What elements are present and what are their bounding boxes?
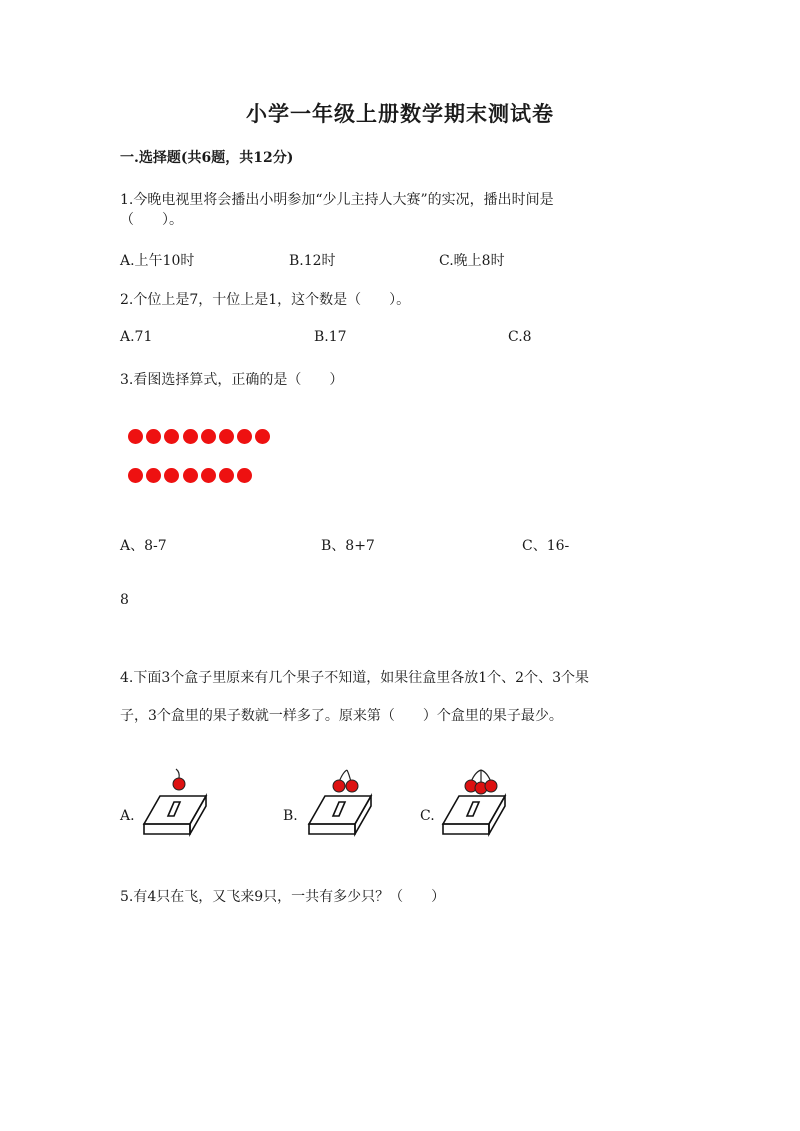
question-2-option-c[interactable]: C.8 — [508, 329, 532, 345]
question-2-option-b[interactable]: B.17 — [314, 329, 347, 345]
question-5-text: 5.有4只在飞，又飞来9只，一共有多少只？（ ） — [120, 889, 446, 905]
question-1-text-cont: （ ）。 — [120, 212, 183, 228]
red-dot — [164, 468, 179, 483]
red-dot — [183, 468, 198, 483]
box-with-three-fruits-icon — [439, 766, 509, 838]
question-4-text-cont: 子，3个盒里的果子数就一样多了。原来第（ ）个盒里的果子最少。 — [120, 708, 563, 724]
box-with-fruits-icon — [305, 766, 375, 838]
question-3-option-c[interactable]: C、16- — [522, 538, 570, 554]
red-dot — [146, 468, 161, 483]
question-4-option-b[interactable]: B. — [283, 808, 298, 824]
red-dot — [128, 468, 143, 483]
section-heading: 一.选择题(共6题，共12分) — [120, 150, 294, 166]
question-3-option-c-wrap: 8 — [120, 592, 129, 608]
red-dot — [201, 468, 216, 483]
red-dot — [255, 429, 270, 444]
question-3-option-a[interactable]: A、8-7 — [120, 538, 167, 554]
red-dot — [201, 429, 216, 444]
question-2-text: 2.个位上是7，十位上是1，这个数是（ ）。 — [120, 292, 411, 308]
red-dot — [164, 429, 179, 444]
box-with-fruit-icon — [140, 766, 210, 838]
dots-row-1 — [128, 429, 274, 448]
question-2-option-a[interactable]: A.71 — [120, 329, 153, 345]
question-4-option-c[interactable]: C. — [420, 808, 435, 824]
page-title: 小学一年级上册数学期末测试卷 — [246, 101, 554, 126]
question-3-text: 3.看图选择算式，正确的是（ ） — [120, 372, 344, 388]
question-4-text: 4.下面3个盒子里原来有几个果子不知道，如果往盒里各放1个、2个、3个果 — [120, 670, 589, 686]
question-1-text: 1.今晚电视里将会播出小明参加“少儿主持人大赛”的实况，播出时间是 — [120, 192, 554, 208]
red-dot — [146, 429, 161, 444]
question-1-option-b[interactable]: B.12时 — [289, 253, 336, 269]
question-1-option-c[interactable]: C.晚上8时 — [439, 253, 505, 269]
dots-row-2 — [128, 468, 255, 487]
red-dot — [183, 429, 198, 444]
red-dot — [237, 429, 252, 444]
red-dot — [128, 429, 143, 444]
red-dot — [219, 468, 234, 483]
question-4-option-a[interactable]: A. — [120, 808, 135, 824]
red-dot — [219, 429, 234, 444]
red-dot — [237, 468, 252, 483]
question-3-option-b[interactable]: B、8+7 — [321, 538, 375, 554]
question-1-option-a[interactable]: A.上午10时 — [120, 253, 195, 269]
